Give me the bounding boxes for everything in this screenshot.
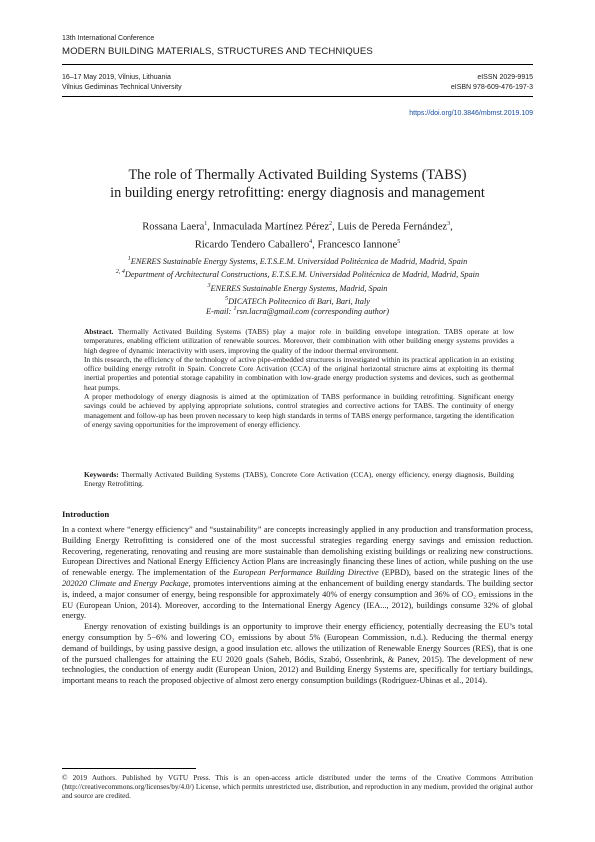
- author-sup: 2: [329, 221, 333, 227]
- keywords-text: Thermally Activated Building Systems (TABS), Concrete Core Activation (CCA), energy efficiency, energy diagnosis, Building Energy Retrofitting.: [84, 470, 514, 489]
- abstract-paragraph: [84, 327, 514, 355]
- header-rule-2: [62, 96, 533, 97]
- corresponding-email: [62, 304, 533, 317]
- authors-line-2: Ricardo Tendero Caballero$^4$, Francesco Iannone$^5$: [194, 239, 401, 251]
- affiliation: [62, 254, 533, 267]
- intro-italic: 202020 Climate and Energy Package: [62, 578, 189, 588]
- doi-link[interactable]: https://doi.org/10.3846/mbmst.2019.109: [409, 110, 533, 117]
- authors-line-1: Rossana Laera$^1$, Inmaculada Martínez Pérez$^2$, Luis de Pereda Fernández$^3$,: [142, 221, 453, 233]
- affiliation-text: ENERES Sustainable Energy Systems, E.T.S.E.M. Universidad Politécnica de Madrid, Madrid, Spain: [130, 256, 468, 266]
- license-footer: © 2019 Authors. Published by VGTU Press. This is an open-access article distributed under the terms of the Creative Commons Attribution (http://creativecommons.org/licenses/by/4.0/) License, which permits unrestricted use, distribution, and reproduction in any medium, provided the original author and source are credited.: [62, 774, 533, 801]
- keywords-block: [84, 470, 514, 489]
- affiliation: [62, 267, 533, 280]
- series-title: MODERN BUILDING MATERIALS, STRUCTURES AND TECHNIQUES: [62, 46, 373, 57]
- intro-text: In a context where “energy efficiency” and “sustainability” are concepts increasingly applied in any production and transformation process, Building Energy Retrofitting is considered one of the most successful strategies regarding energy savings and emission reduction. Recovering, regenerating, renovating and reusing are more sustainable than demolishing existing buildings or realizing new constructions. European Directives and National Energy Efficiency Action Plans are increasingly financing these lines of action, while pushing on the use of renewable energy. The implementation of the: [62, 525, 533, 578]
- affiliation: [62, 281, 533, 294]
- intro-italic: European Performance Building Directive: [233, 568, 379, 578]
- author-list: [62, 217, 533, 253]
- abstract-label: Abstract.: [84, 327, 114, 336]
- email-address[interactable]: rsn.lacra@gmail.com (corresponding author): [236, 306, 389, 316]
- paper-title: [62, 166, 533, 202]
- section-heading-introduction: Introduction: [62, 509, 110, 519]
- author-sup: 4: [309, 239, 313, 246]
- conference-label: 13th International Conference: [62, 35, 155, 42]
- abstract-paragraph: In this research, the efficiency of the technology of active pipe-embedded structures is investigated within its practical application in an existing office building energy retrofit in Spain. Concrete Core Activation (CCA) of the original horizontal structure aims at exploiting its thermal inertial properties and potential storage capability in combination with low-grade energy production systems and devices, such as geothermal heat pumps.: [84, 354, 514, 392]
- abstract-paragraph: A proper methodology of energy diagnosis is aimed at the optimization of TABS performance in building retrofitting. Significant energy savings could be achieved by applying appropriate solutions, control strategies and corrective actions for TABS. The continuity of energy management and follow-up has been proven necessary to keep high standards in terms of TABS energy performance, targeting the identification of energy saving opportunities for the improvement of energy efficiency.: [84, 392, 514, 429]
- author-name: Inmaculada Martínez Pérez: [212, 221, 330, 233]
- author-name: Francesco Iannone: [317, 239, 398, 251]
- affiliation-sup: 5: [225, 295, 229, 302]
- conference-date-place: 16–17 May 2019, Vilnius, Lithuania: [62, 74, 171, 81]
- eissn: eISSN 2029-9915: [477, 74, 533, 81]
- intro-paragraph-2: Energy renovation of existing buildings is an opportunity to improve their energy efficiency, potentially decreasing the EU’s total energy consumption by 5−6% and lowering CO₂ emissions by about 5% (European Commission, n.d.). Reducing the thermal energy demand of buildings, by using passive design, a good insulation etc. allows the utilization of Renewable Energy Sources (RES), that is one of the pursued challenges for attaining the EU 2020 goals (Saheb, Bódis, Szabó, Ossenbrink, & Panev, 2015). The development of new technologies, the conduction of energy audit (European Union, 2012) and Building Energy Systems are, specifically for tertiary buildings, important means to reach the proposed objective of almost zero energy consumption buildings (Rodriguez-Ubinas et al., 2014).: [62, 622, 533, 686]
- affiliations: [62, 254, 533, 307]
- intro-paragraph-1: [62, 525, 533, 622]
- eisbn: eISBN 978-609-476-197-3: [450, 84, 533, 91]
- author-sup: 5: [397, 239, 401, 246]
- affiliation-sup: 1: [127, 256, 131, 262]
- intro-text: (EPBD), based on the strategic lines of the: [378, 568, 534, 578]
- author-name: Luis de Pereda Fernández: [337, 221, 448, 233]
- author-sup: 3: [447, 221, 451, 227]
- affiliation-text: DICATECh Politecnico di Bari, Bari, Italy: [228, 296, 370, 306]
- affiliation-sup: 2, 4: [115, 269, 125, 276]
- university-name: Vilnius Gediminas Technical University: [62, 84, 182, 91]
- author-name: Rossana Laera: [142, 221, 205, 233]
- author-sup: 1: [204, 221, 208, 227]
- abstract-text-1: Thermally Activated Building Systems (TABS) play a major role in building envelope integration. TABS operate at low temperatures, enabling efficient utilization of renewable sources. Moreover, their combination with other building energy systems provides a high degree of dynamic interactivity with users, improving the quality of the indoor thermal environment.: [84, 327, 514, 355]
- email-prefix: E-mail:: [206, 306, 234, 316]
- affiliation-sup: 3: [207, 282, 211, 289]
- author-name: Ricardo Tendero Caballero: [194, 239, 310, 251]
- email-sup: 1: [233, 306, 237, 312]
- affiliation-text: Department of Architectural Constructions, E.T.S.E.M. Universidad Politécnica de Madrid, Madrid, Spain: [124, 270, 480, 280]
- affiliation-text: ENERES Sustainable Energy Systems, Madrid, Spain: [210, 283, 388, 293]
- intro-text: , promotes interventions aiming at the enhancement of building energy standards. The building sector is, indeed, a major consumer of energy, being responsible for approximately 40% of energy consumption and 36% of CO₂ emissions in the EU (European Union, 2014). Moreover, according to the International Energy Agency (IEA..., 2012), buildings consume 32% of global energy.: [62, 578, 533, 621]
- footer-rule: [62, 768, 196, 769]
- introduction-body: [62, 525, 533, 687]
- keywords-label: Keywords:: [84, 470, 119, 479]
- abstract-block: [84, 327, 514, 429]
- header-rule: [62, 64, 533, 65]
- title-line-1: The role of Thermally Activated Building Systems (TABS): [128, 167, 467, 183]
- title-line-2: in building energy retrofitting: energy diagnosis and management: [110, 185, 485, 201]
